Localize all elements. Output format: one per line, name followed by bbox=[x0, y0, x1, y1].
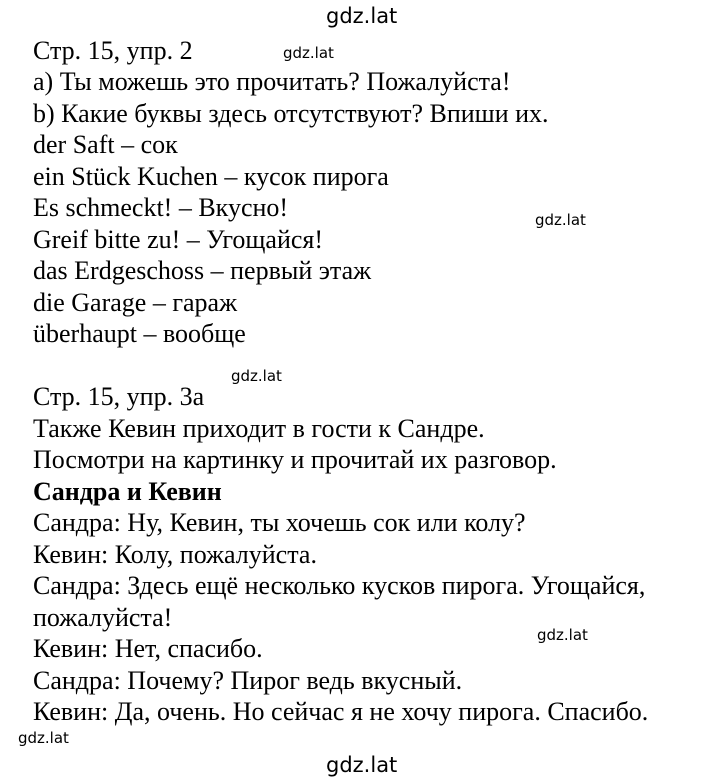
section2-heading: Стр. 15, упр. 3а bbox=[33, 382, 205, 411]
section2-intro-2: Посмотри на картинку и прочитай их разговор. bbox=[33, 445, 557, 474]
dialogue-line: Сандра: Ну, Кевин, ты хочешь сок или колу? bbox=[33, 508, 526, 537]
vocab-item: überhaupt – вообще bbox=[33, 319, 246, 348]
watermark-bottom: gdz.lat bbox=[326, 753, 398, 777]
section1-line-a: a) Ты можешь это прочитать? Пожалуйста! bbox=[33, 67, 511, 96]
dialogue-line: Сандра: Здесь ещё несколько кусков пирога. Угощайся, bbox=[33, 571, 646, 600]
dialogue-line: Кевин: Нет, спасибо. bbox=[33, 634, 263, 663]
vocab-item: das Erdgeschoss – первый этаж bbox=[33, 256, 372, 285]
watermark-mid-1: gdz.lat bbox=[283, 44, 334, 62]
vocab-item: Greif bitte zu! – Угощайся! bbox=[33, 225, 324, 254]
vocab-item: der Saft – сок bbox=[33, 130, 178, 159]
dialogue-line: Кевин: Колу, пожалуйста. bbox=[33, 540, 317, 569]
watermark-left-bottom: gdz.lat bbox=[18, 729, 69, 747]
dialogue-line: Сандра: Почему? Пирог ведь вкусный. bbox=[33, 666, 463, 695]
dialogue-line: Кевин: Да, очень. Но сейчас я не хочу пирога. Спасибо. bbox=[33, 697, 649, 726]
watermark-top: gdz.lat bbox=[326, 4, 398, 28]
watermark-mid-4: gdz.lat bbox=[537, 626, 588, 644]
section2-intro-1: Также Кевин приходит в гости к Сандре. bbox=[33, 414, 485, 443]
vocab-item: ein Stück Kuchen – кусок пирога bbox=[33, 162, 389, 191]
section1-heading: Стр. 15, упр. 2 bbox=[33, 36, 193, 65]
vocab-item: die Garage – гараж bbox=[33, 288, 238, 317]
vocab-item: Es schmeckt! – Вкусно! bbox=[33, 193, 289, 222]
watermark-mid-2: gdz.lat bbox=[535, 211, 586, 229]
section1-line-b: b) Какие буквы здесь отсутствуют? Впиши их. bbox=[33, 99, 549, 128]
dialogue-title: Сандра и Кевин bbox=[33, 477, 222, 506]
watermark-mid-3: gdz.lat bbox=[231, 367, 282, 385]
dialogue-line: пожалуйста! bbox=[33, 603, 173, 632]
